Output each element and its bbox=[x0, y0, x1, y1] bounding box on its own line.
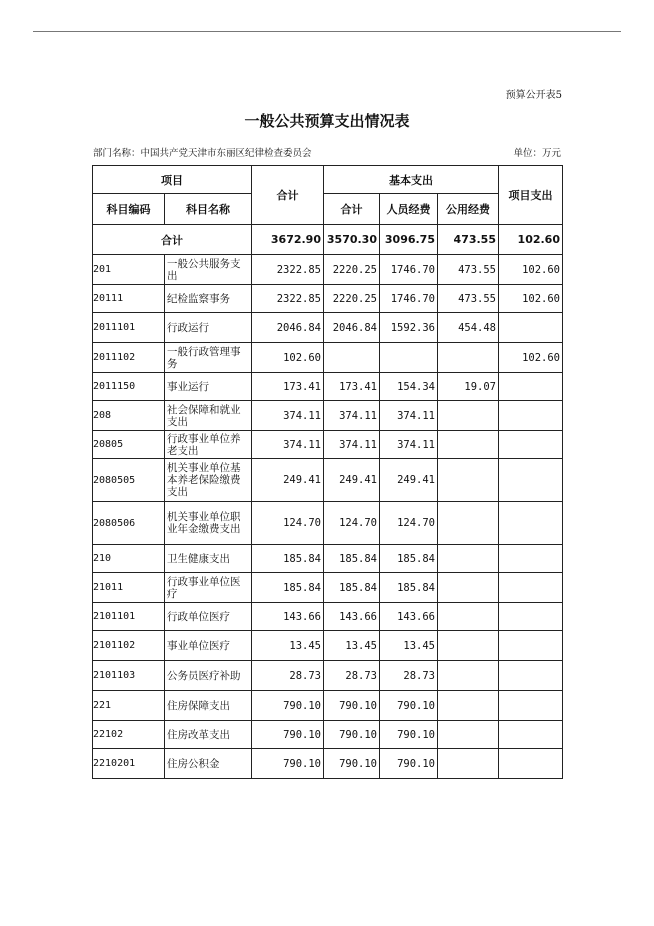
cell-project bbox=[499, 721, 563, 749]
total-cell: 3672.90 bbox=[252, 225, 324, 255]
header-basic: 基本支出 bbox=[324, 166, 499, 194]
cell-public: 473.55 bbox=[438, 285, 499, 313]
total-public-cell: 473.55 bbox=[438, 225, 499, 255]
cell-public bbox=[438, 401, 499, 431]
cell-project: 102.60 bbox=[499, 285, 563, 313]
form-number: 预算公开表5 bbox=[505, 90, 562, 101]
cell-project bbox=[499, 313, 563, 343]
table-row bbox=[93, 721, 563, 749]
cell-public bbox=[438, 343, 499, 373]
cell-code: 20805 bbox=[93, 431, 165, 459]
cell-personnel: 13.45 bbox=[380, 631, 438, 661]
header-public: 公用经费 bbox=[438, 194, 499, 225]
cell-personnel: 185.84 bbox=[380, 545, 438, 573]
cell-code: 208 bbox=[93, 401, 165, 431]
table-row bbox=[93, 573, 563, 603]
cell-project bbox=[499, 459, 563, 502]
header-total: 合计 bbox=[252, 166, 324, 225]
cell-project: 102.60 bbox=[499, 343, 563, 373]
cell-basic-total: 2046.84 bbox=[324, 313, 380, 343]
cell-name: 社会保障和就业支出 bbox=[165, 401, 252, 431]
total-row bbox=[93, 225, 563, 255]
cell-name: 事业单位医疗 bbox=[165, 631, 252, 661]
cell-public bbox=[438, 431, 499, 459]
cell-personnel: 1592.36 bbox=[380, 313, 438, 343]
cell-code: 210 bbox=[93, 545, 165, 573]
cell-public bbox=[438, 661, 499, 691]
cell-project bbox=[499, 502, 563, 545]
cell-personnel: 1746.70 bbox=[380, 285, 438, 313]
cell-basic-total: 2220.25 bbox=[324, 255, 380, 285]
table-row bbox=[93, 691, 563, 721]
header-item: 项目 bbox=[93, 166, 252, 194]
total-label: 合计 bbox=[93, 225, 252, 255]
cell-personnel bbox=[380, 343, 438, 373]
cell-basic-total: 185.84 bbox=[324, 545, 380, 573]
cell-name: 事业运行 bbox=[165, 373, 252, 401]
cell-public bbox=[438, 721, 499, 749]
cell-name: 公务员医疗补助 bbox=[165, 661, 252, 691]
cell-code: 2011101 bbox=[93, 313, 165, 343]
cell-public: 454.48 bbox=[438, 313, 499, 343]
cell-total: 2046.84 bbox=[252, 313, 324, 343]
cell-basic-total: 249.41 bbox=[324, 459, 380, 502]
cell-name: 纪检监察事务 bbox=[165, 285, 252, 313]
cell-project: 102.60 bbox=[499, 255, 563, 285]
table-row bbox=[93, 373, 563, 401]
cell-personnel: 374.11 bbox=[380, 431, 438, 459]
cell-name: 住房保障支出 bbox=[165, 691, 252, 721]
cell-total: 185.84 bbox=[252, 545, 324, 573]
cell-project bbox=[499, 631, 563, 661]
cell-total: 102.60 bbox=[252, 343, 324, 373]
cell-basic-total: 790.10 bbox=[324, 721, 380, 749]
cell-personnel: 124.70 bbox=[380, 502, 438, 545]
cell-basic-total: 13.45 bbox=[324, 631, 380, 661]
cell-basic-total: 173.41 bbox=[324, 373, 380, 401]
cell-total: 124.70 bbox=[252, 502, 324, 545]
cell-name: 行政事业单位医疗 bbox=[165, 573, 252, 603]
cell-name: 行政单位医疗 bbox=[165, 603, 252, 631]
cell-code: 2101102 bbox=[93, 631, 165, 661]
cell-public bbox=[438, 459, 499, 502]
cell-project bbox=[499, 603, 563, 631]
cell-public bbox=[438, 573, 499, 603]
table-row bbox=[93, 343, 563, 373]
cell-code: 2011102 bbox=[93, 343, 165, 373]
cell-project bbox=[499, 431, 563, 459]
cell-total: 173.41 bbox=[252, 373, 324, 401]
cell-personnel: 249.41 bbox=[380, 459, 438, 502]
cell-total: 374.11 bbox=[252, 431, 324, 459]
cell-total: 790.10 bbox=[252, 721, 324, 749]
cell-personnel: 790.10 bbox=[380, 721, 438, 749]
cell-code: 22102 bbox=[93, 721, 165, 749]
cell-public bbox=[438, 691, 499, 721]
cell-code: 2210201 bbox=[93, 749, 165, 779]
cell-personnel: 185.84 bbox=[380, 573, 438, 603]
cell-total: 249.41 bbox=[252, 459, 324, 502]
cell-project bbox=[499, 749, 563, 779]
cell-name: 行政运行 bbox=[165, 313, 252, 343]
cell-public bbox=[438, 749, 499, 779]
table-row bbox=[93, 603, 563, 631]
header-code: 科目编码 bbox=[93, 194, 165, 225]
cell-basic-total: 185.84 bbox=[324, 573, 380, 603]
cell-name: 一般行政管理事务 bbox=[165, 343, 252, 373]
cell-project bbox=[499, 373, 563, 401]
header-basic-total: 合计 bbox=[324, 194, 380, 225]
top-rule bbox=[33, 31, 621, 32]
table-row bbox=[93, 631, 563, 661]
cell-total: 185.84 bbox=[252, 573, 324, 603]
cell-project bbox=[499, 401, 563, 431]
cell-total: 143.66 bbox=[252, 603, 324, 631]
budget-table bbox=[92, 165, 563, 779]
cell-personnel: 790.10 bbox=[380, 691, 438, 721]
cell-code: 21011 bbox=[93, 573, 165, 603]
cell-name: 住房改革支出 bbox=[165, 721, 252, 749]
cell-name: 机关事业单位职业年金缴费支出 bbox=[165, 502, 252, 545]
cell-basic-total bbox=[324, 343, 380, 373]
cell-code: 20111 bbox=[93, 285, 165, 313]
cell-basic-total: 790.10 bbox=[324, 749, 380, 779]
cell-basic-total: 28.73 bbox=[324, 661, 380, 691]
total-basic-cell: 3570.30 bbox=[324, 225, 380, 255]
page-title: 一般公共预算支出情况表 bbox=[244, 112, 410, 130]
cell-total: 790.10 bbox=[252, 691, 324, 721]
cell-code: 2101101 bbox=[93, 603, 165, 631]
cell-basic-total: 790.10 bbox=[324, 691, 380, 721]
cell-personnel: 143.66 bbox=[380, 603, 438, 631]
unit-label: 单位：万元 bbox=[513, 148, 561, 159]
cell-total: 2322.85 bbox=[252, 255, 324, 285]
cell-basic-total: 124.70 bbox=[324, 502, 380, 545]
cell-basic-total: 2220.25 bbox=[324, 285, 380, 313]
header-project: 项目支出 bbox=[499, 166, 563, 225]
total-project-cell: 102.60 bbox=[499, 225, 563, 255]
cell-project bbox=[499, 545, 563, 573]
cell-total: 2322.85 bbox=[252, 285, 324, 313]
cell-total: 374.11 bbox=[252, 401, 324, 431]
table-row bbox=[93, 401, 563, 431]
cell-public bbox=[438, 631, 499, 661]
cell-code: 2101103 bbox=[93, 661, 165, 691]
cell-code: 2011150 bbox=[93, 373, 165, 401]
cell-code: 2080505 bbox=[93, 459, 165, 502]
cell-basic-total: 143.66 bbox=[324, 603, 380, 631]
cell-code: 2080506 bbox=[93, 502, 165, 545]
cell-project bbox=[499, 573, 563, 603]
cell-name: 行政事业单位养老支出 bbox=[165, 431, 252, 459]
cell-public bbox=[438, 502, 499, 545]
cell-code: 201 bbox=[93, 255, 165, 285]
cell-total: 790.10 bbox=[252, 749, 324, 779]
cell-name: 卫生健康支出 bbox=[165, 545, 252, 573]
cell-name: 机关事业单位基本养老保险缴费支出 bbox=[165, 459, 252, 502]
table-row bbox=[93, 313, 563, 343]
cell-personnel: 154.34 bbox=[380, 373, 438, 401]
table-row bbox=[93, 749, 563, 779]
cell-project bbox=[499, 661, 563, 691]
table-row bbox=[93, 431, 563, 459]
cell-project bbox=[499, 691, 563, 721]
table-row bbox=[93, 661, 563, 691]
cell-name: 一般公共服务支出 bbox=[165, 255, 252, 285]
cell-public bbox=[438, 545, 499, 573]
cell-personnel: 374.11 bbox=[380, 401, 438, 431]
cell-basic-total: 374.11 bbox=[324, 401, 380, 431]
cell-personnel: 1746.70 bbox=[380, 255, 438, 285]
table-row bbox=[93, 255, 563, 285]
cell-basic-total: 374.11 bbox=[324, 431, 380, 459]
cell-public bbox=[438, 603, 499, 631]
department-name: 部门名称：中国共产党天津市东丽区纪律检查委员会 bbox=[93, 148, 312, 159]
cell-public: 19.07 bbox=[438, 373, 499, 401]
table-row bbox=[93, 285, 563, 313]
cell-personnel: 28.73 bbox=[380, 661, 438, 691]
cell-code: 221 bbox=[93, 691, 165, 721]
table-row bbox=[93, 459, 563, 502]
cell-total: 13.45 bbox=[252, 631, 324, 661]
table-row bbox=[93, 502, 563, 545]
cell-public: 473.55 bbox=[438, 255, 499, 285]
table-row bbox=[93, 545, 563, 573]
cell-personnel: 790.10 bbox=[380, 749, 438, 779]
cell-name: 住房公积金 bbox=[165, 749, 252, 779]
header-personnel: 人员经费 bbox=[380, 194, 438, 225]
header-name: 科目名称 bbox=[165, 194, 252, 225]
total-personnel-cell: 3096.75 bbox=[380, 225, 438, 255]
cell-total: 28.73 bbox=[252, 661, 324, 691]
